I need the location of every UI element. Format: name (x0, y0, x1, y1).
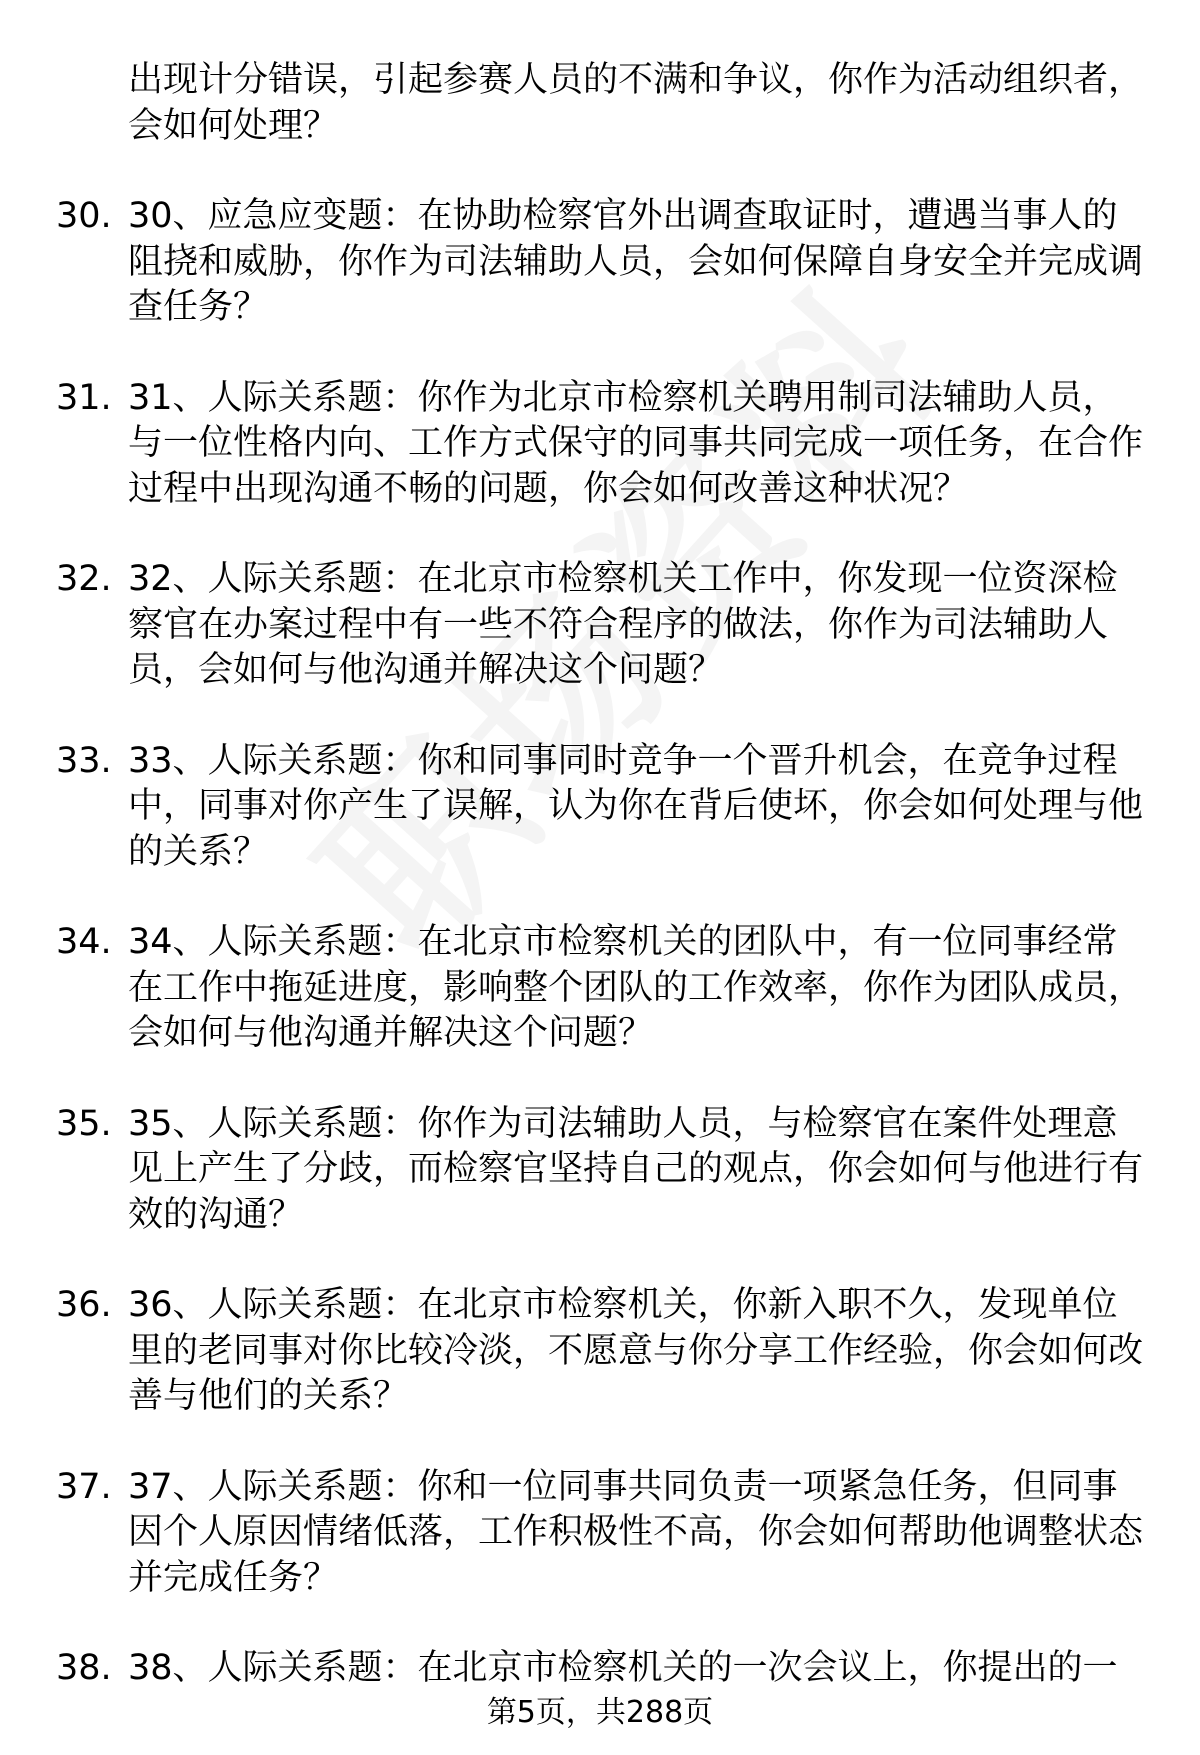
item-text: 37、人际关系题：你和一位同事共同负责一项紧急任务，但同事因个人原因情绪低落，工作积极性不高，你会如何帮助他调整状态并完成任务？ (128, 1466, 1144, 1598)
item-number: 32. (56, 559, 112, 599)
item-number: 34. (56, 922, 112, 962)
item-text: 30、应急应变题：在协助检察官外出调查取证时，遭遇当事人的阻挠和威胁，你作为司法辅助人员，会如何保障自身安全并完成调查任务？ (128, 196, 1144, 327)
list-item (0, 557, 1200, 694)
list-item (0, 920, 1200, 1057)
question-list (0, 58, 1200, 1737)
list-item (0, 739, 1200, 876)
item-number: 36. (56, 1285, 112, 1325)
item-number: 35. (56, 1103, 112, 1144)
list-item (0, 376, 1200, 513)
item-number: 31. (56, 377, 112, 418)
item-number: 38. (56, 1648, 112, 1688)
item-text: 34、人际关系题：在北京市检察机关的团队中，有一位同事经常在工作中拖延进度，影响整个团队的工作效率，你作为团队成员，会如何与他沟通并解决这个问题？ (128, 922, 1144, 1053)
item-text: 出现计分错误，引起参赛人员的不满和争议，你作为活动组织者，会如何处理？ (128, 60, 1144, 146)
item-number: 30. (56, 196, 112, 236)
list-item (0, 58, 1200, 149)
item-text: 31、人际关系题：你作为北京市检察机关聘用制司法辅助人员，与一位性格内向、工作方式保守的同事共同完成一项任务，在合作过程中出现沟通不畅的问题，你会如何改善这种状况？ (128, 377, 1144, 509)
list-item (0, 194, 1200, 331)
list-item (0, 1465, 1200, 1602)
item-text: 38、人际关系题：在北京市检察机关的一次会议上，你提出的一 (128, 1648, 1118, 1688)
item-number: 37. (56, 1466, 112, 1507)
item-text: 36、人际关系题：在北京市检察机关，你新入职不久，发现单位里的老同事对你比较冷淡，不愿意与你分享工作经验，你会如何改善与他们的关系？ (128, 1285, 1144, 1416)
list-item (0, 1646, 1200, 1692)
list-item (0, 1283, 1200, 1420)
item-text: 32、人际关系题：在北京市检察机关工作中，你发现一位资深检察官在办案过程中有一些不符合程序的做法，你作为司法辅助人员，会如何与他沟通并解决这个问题？ (128, 559, 1118, 690)
list-item (0, 1102, 1200, 1239)
item-number: 33. (56, 740, 112, 781)
item-text: 35、人际关系题：你作为司法辅助人员，与检察官在案件处理意见上产生了分歧，而检察官坚持自己的观点，你会如何与他进行有效的沟通？ (128, 1103, 1144, 1235)
page-footer: 第5页，共288页 (486, 1695, 714, 1730)
item-text: 33、人际关系题：你和同事同时竞争一个晋升机会，在竞争过程中，同事对你产生了误解，认为你在背后使坏，你会如何处理与他的关系？ (128, 740, 1144, 872)
